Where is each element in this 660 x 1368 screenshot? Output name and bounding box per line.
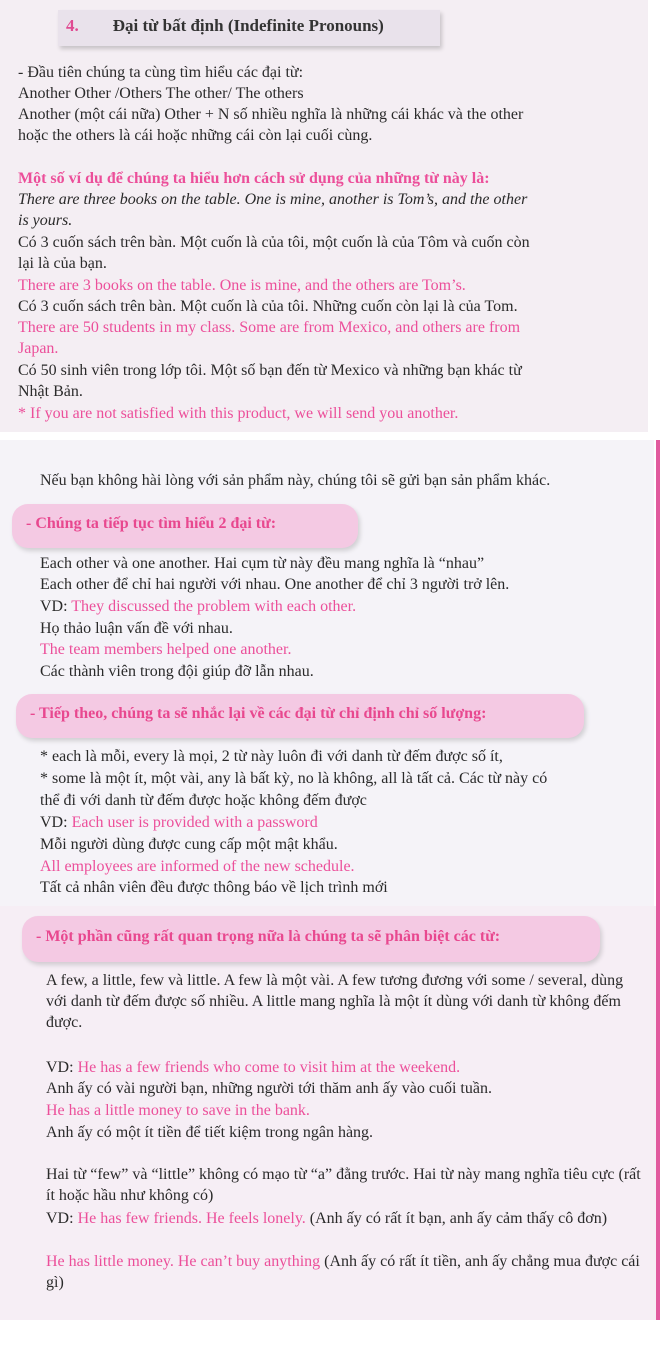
example-vi: (Anh ấy có rất ít tiền, anh ấy chẳng mua được cái gì) bbox=[46, 1253, 640, 1291]
section-few-little bbox=[0, 906, 656, 1320]
example-vi: Các thành viên trong đội giúp đỡ lẫn nhau. bbox=[40, 663, 314, 680]
example-vi: Anh ấy có vài người bạn, những người tới thăm anh ấy vào cuối tuần. bbox=[46, 1080, 492, 1097]
example-vi: Mỗi người dùng được cung cấp một mật khẩu. bbox=[40, 836, 338, 853]
example-en: He has a little money to save in the bank. bbox=[46, 1102, 310, 1119]
example-vi: Anh ấy có một ít tiền để tiết kiệm trong ngân hàng. bbox=[46, 1124, 374, 1141]
page-edge bbox=[656, 440, 660, 906]
paragraph: A few, a little, few và little. A few là một vài. A few tương đương với some / several, dùng với danh từ đếm được số nhiều. A little mang nghĩa là một ít dùng với danh từ không đếm được. bbox=[46, 972, 624, 1031]
section-title bbox=[66, 16, 384, 36]
example-en: There are 50 students in my class. Some are from Mexico, and others are from bbox=[18, 319, 521, 336]
body-line: * some là một ít, một vài, any là bất kỳ, no là không, all là tất cả. Các từ này có bbox=[40, 770, 548, 787]
section-reciprocal-and-quantifiers bbox=[0, 440, 654, 906]
body-line: * each là mỗi, every là mọi, 2 từ này luôn đi với danh từ đếm được số ít, bbox=[40, 748, 503, 765]
example-en: The team members helped one another. bbox=[40, 641, 292, 658]
heading-quantifiers: - Tiếp theo, chúng ta sẽ nhắc lại về các đại từ chỉ định chỉ số lượng: bbox=[30, 705, 487, 722]
intro-line: Another Other /Others The other/ The others bbox=[18, 85, 304, 102]
example-en: Japan. bbox=[18, 340, 59, 357]
examples-heading: Một số ví dụ để chúng ta hiểu hơn cách sử dụng của những từ này là: bbox=[18, 170, 490, 187]
section-number: 4. bbox=[66, 16, 79, 35]
vd-label: VD: bbox=[46, 1059, 78, 1076]
example-vi: Có 50 sinh viên trong lớp tôi. Một số bạn đến từ Mexico và những bạn khác từ bbox=[18, 362, 522, 379]
example-en: He has a few friends who come to visit him at the weekend. bbox=[77, 1059, 461, 1076]
example-line bbox=[40, 596, 356, 617]
example-vi: Nhật Bản. bbox=[18, 383, 83, 400]
example-en: He has few friends. He feels lonely. bbox=[77, 1210, 306, 1227]
example-en: * If you are not satisfied with this product, we will send you another. bbox=[18, 405, 459, 422]
example-vi: Có 3 cuốn sách trên bàn. Một cuốn là của tôi, một cuốn là của Tôm và cuốn còn bbox=[18, 234, 530, 251]
heading-reciprocal: - Chúng ta tiếp tục tìm hiểu 2 đại từ: bbox=[26, 515, 277, 532]
example-line bbox=[46, 1208, 646, 1229]
example-line bbox=[46, 1057, 460, 1078]
body-line: thể đi với danh từ đếm được hoặc không đếm được bbox=[40, 792, 367, 809]
example-en: All employees are informed of the new schedule. bbox=[40, 858, 355, 875]
example-line bbox=[40, 812, 318, 833]
example-vi: (Anh ấy có rất ít bạn, anh ấy cảm thấy cô đơn) bbox=[305, 1210, 608, 1227]
example-vi: lại là của bạn. bbox=[18, 255, 107, 272]
example-en: There are three books on the table. One is mine, another is Tom’s, and the other bbox=[18, 191, 528, 208]
heading-pill bbox=[16, 694, 584, 738]
vd-label: VD: bbox=[46, 1210, 78, 1227]
example-en: They discussed the problem with each other. bbox=[71, 598, 357, 615]
intro-line: Another (một cái nữa) Other + N số nhiều nghĩa là những cái khác và the other bbox=[18, 106, 524, 123]
paragraph: Hai từ “few” và “little” không có mạo từ “a” đằng trước. Hai từ này mang nghĩa tiêu cực (rất ít hoặc hầu như không có) bbox=[46, 1166, 641, 1204]
intro-line: - Đầu tiên chúng ta cùng tìm hiểu các đại từ: bbox=[18, 64, 304, 81]
vd-label: VD: bbox=[40, 814, 72, 831]
example-vi: Tất cả nhân viên đều được thông báo về lịch trình mới bbox=[40, 879, 388, 896]
example-en: There are 3 books on the table. One is mine, and the others are Tom’s. bbox=[18, 277, 466, 294]
heading-pill bbox=[22, 916, 600, 962]
example-en: He has little money. He can’t buy anything bbox=[46, 1253, 321, 1270]
page-edge bbox=[656, 906, 660, 1320]
vd-label: VD: bbox=[40, 598, 72, 615]
intro-line: hoặc the others là cái hoặc những cái còn lại cuối cùng. bbox=[18, 127, 373, 144]
body-line: Each other để chỉ hai người với nhau. One another để chỉ 3 người trở lên. bbox=[40, 576, 510, 593]
example-line bbox=[46, 1251, 646, 1293]
example-en: is yours. bbox=[18, 212, 73, 229]
heading-few-little: - Một phần cũng rất quan trọng nữa là chúng ta sẽ phân biệt các từ: bbox=[36, 928, 501, 945]
example-en: Each user is provided with a password bbox=[71, 814, 318, 831]
example-vi: Nếu bạn không hài lòng với sản phẩm này, chúng tôi sẽ gửi bạn sản phẩm khác. bbox=[40, 472, 551, 489]
section-indefinite-pronouns bbox=[0, 0, 648, 432]
body-line: Each other và one another. Hai cụm từ này đều mang nghĩa là “nhau” bbox=[40, 555, 485, 572]
example-vi: Có 3 cuốn sách trên bàn. Một cuốn là của tôi. Những cuốn còn lại là của Tom. bbox=[18, 298, 518, 315]
section-title-text: Đại từ bất định (Indefinite Pronouns) bbox=[112, 16, 384, 35]
example-vi: Họ thảo luận vấn đề với nhau. bbox=[40, 620, 233, 637]
heading-pill bbox=[12, 504, 358, 548]
